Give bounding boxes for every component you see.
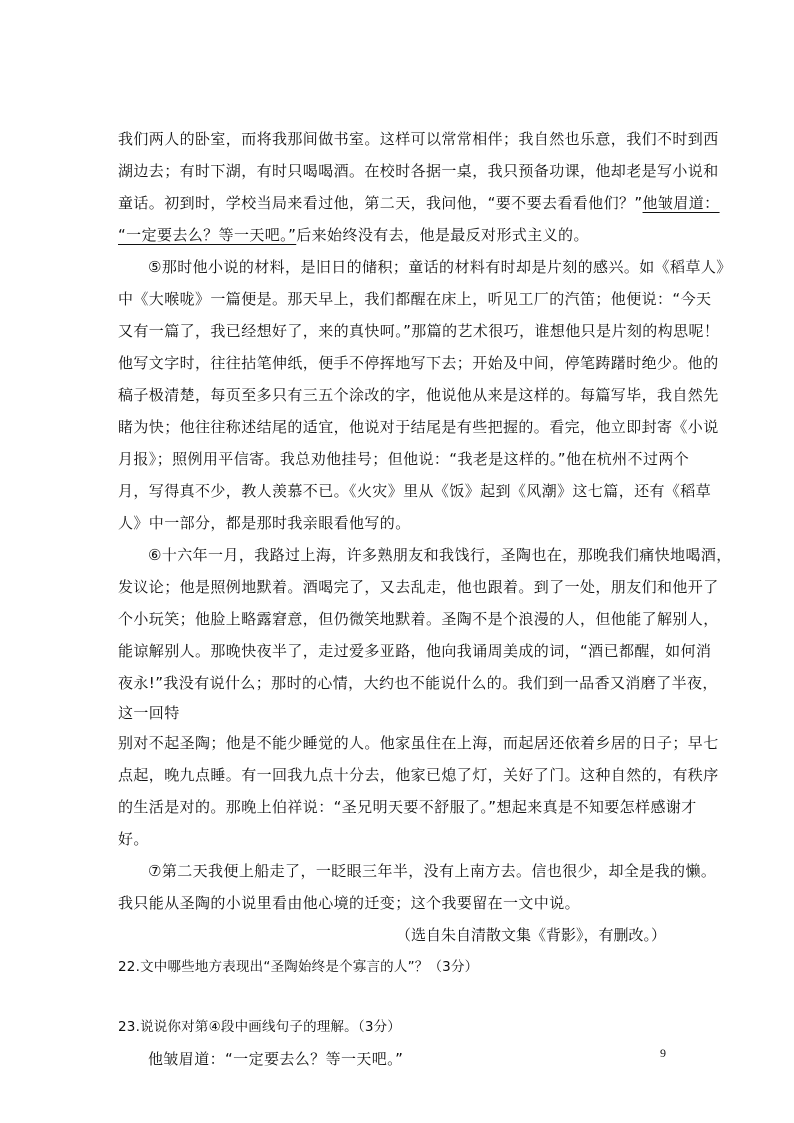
underlined-sentence: 他皱眉道： xyxy=(642,194,720,212)
question-22: 22.文中哪些地方表现出“圣陶始终是个寡言的人”？（3分） xyxy=(118,959,479,975)
paragraph-5-line: 他写文字时，往往拈笔伸纸，便手不停挥地写下去；开始及中间，停笔踌躇时绝少。他的 xyxy=(118,354,719,372)
question-23-quote: 他皱眉道：“一定要去么？等一天吧。” xyxy=(148,1050,404,1068)
paragraph-5-line: 月，写得真不少，教人羡慕不已。《火灾》里从《饭》起到《风潮》这七篇，还有《稻草 xyxy=(118,482,712,500)
paragraph-5-line: 稿子极清楚，每页至多只有三五个涂改的字，他说他从来是这样的。每篇写毕，我自然先 xyxy=(118,386,719,404)
question-23: 23.说说你对第④段中画线句子的理解。（3分） xyxy=(118,1019,402,1035)
paragraph-5-line: 月报》；照例用平信寄。我总劝他挂号；但他说：“我老是这样的。”他在杭州不过两个 xyxy=(118,450,690,468)
paragraph-5-line: 又有一篇了，我已经想好了，来的真快呵。”那篇的艺术很巧，谁想他只是片刻的构思呢！ xyxy=(118,322,720,340)
paragraph-5-line: 中《大喉咙》一篇便是。那天早上，我们都醒在床上，听见工厂的汽笛；他便说：“今天 xyxy=(118,290,712,308)
paragraph-6-line: 这一回特 xyxy=(118,704,180,722)
paragraph-line: 我们两人的卧室，而将我那间做书室。这样可以常常相伴；我自然也乐意，我们不时到西 xyxy=(118,130,719,148)
paragraph-text: 后来始终没有去，他是最反对形式主义的。 xyxy=(296,226,589,244)
paragraph-6-line: 好。 xyxy=(118,830,149,848)
paragraph-6-line: 的生活是对的。那晚上伯祥说：“圣兄明天要不舒服了。”想起来真是不知要怎样感谢才 xyxy=(118,798,697,816)
paragraph-text: 童话。初到时，学校当局来看过他，第二天，我问他，“要不要去看看他们？” xyxy=(118,194,643,212)
paragraph-6-line: 别对不起圣陶；他是不能少睡觉的人。他家虽住在上海，而起居还依着乡居的日子；早七 xyxy=(118,734,719,752)
paragraph-line xyxy=(118,193,720,213)
paragraph-7-line: 我只能从圣陶的小说里看由他心境的迁变；这个我要留在一文中说。 xyxy=(118,894,581,912)
paragraph-5-line: 睹为快；他往往称述结尾的适宜，他说对于结尾是有些把握的。看完，他立即封寄《小说 xyxy=(118,418,719,436)
paragraph-6-line: ⑥十六年一月，我路过上海，许多熟朋友和我饯行，圣陶也在，那晚我们痛快地喝酒， xyxy=(148,546,732,564)
paragraph-6-line: 能谅解别人。那晚快夜半了，走过爱多亚路，他向我诵周美成的词，“酒已都醒，如何消 xyxy=(118,642,712,660)
source-citation: （选自朱自清散文集《背影》，有删改。） xyxy=(395,926,666,944)
paragraph-7-line: ⑦第二天我便上船走了，一眨眼三年半，没有上南方去。信也很少，却全是我的懒。 xyxy=(148,862,717,880)
paragraph-6-line: 个小玩笑；他脸上略露窘意，但仍微笑地默着。圣陶不是个浪漫的人，但他能了解别人， xyxy=(118,610,719,628)
paragraph-line xyxy=(118,225,589,245)
paragraph-6-line: 夜永!”我没有说什么；那时的心情，大约也不能说什么的。我们到一品香又消磨了半夜， xyxy=(118,674,718,692)
paragraph-6-line: 点起，晚九点睡。有一回我九点十分去，他家已熄了灯，关好了门。这种自然的，有秩序 xyxy=(118,766,719,784)
paragraph-5-line: ⑤那时他小说的材料，是旧日的储积；童话的材料有时却是片刻的感兴。如《稻草人》 xyxy=(148,258,732,276)
paragraph-line: 湖边去；有时下湖，有时只喝喝酒。在校时各据一桌，我只预备功课，他却老是写小说和 xyxy=(118,162,719,180)
page-number: 9 xyxy=(660,1046,666,1060)
paragraph-6-line: 发议论；他是照例地默着。酒喝完了，又去乱走，他也跟着。到了一处，朋友们和他开了 xyxy=(118,578,719,596)
paragraph-5-line: 人》中一部分，都是那时我亲眼看他写的。 xyxy=(118,514,411,532)
underlined-sentence: “一定要去么？等一天吧。” xyxy=(118,226,297,244)
